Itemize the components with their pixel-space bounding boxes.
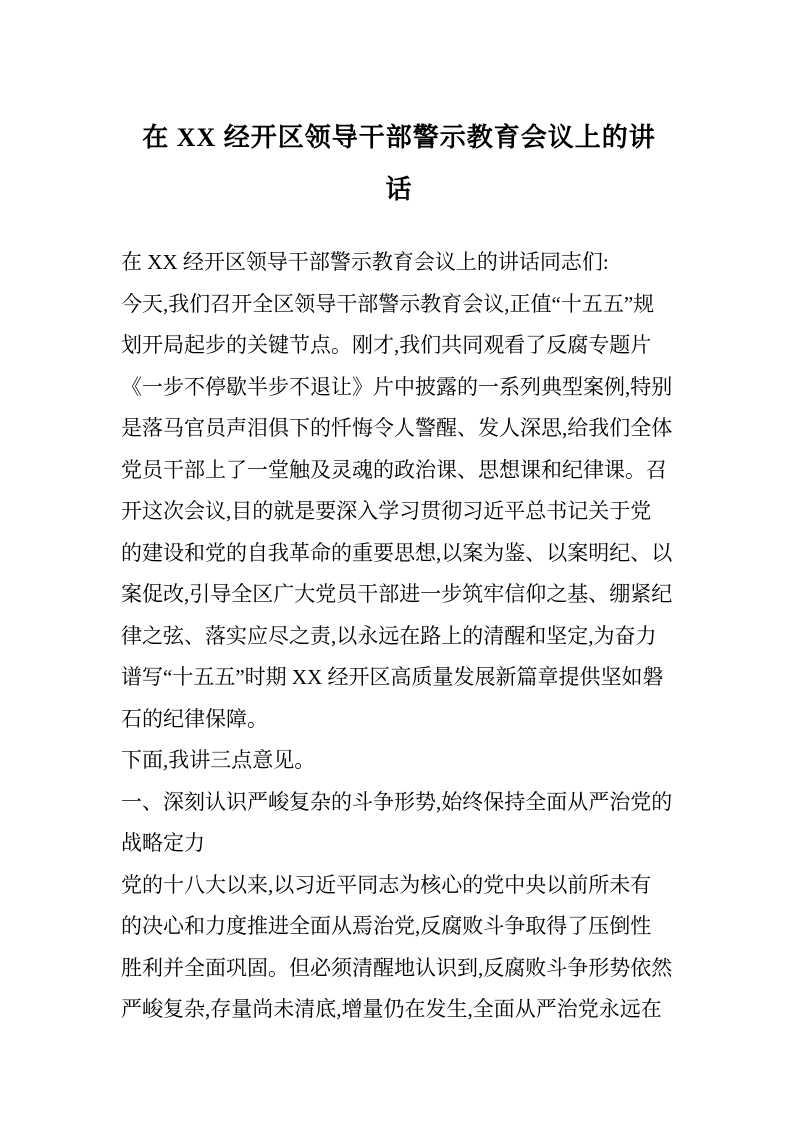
body-line: 战略定力 bbox=[121, 831, 205, 855]
body-line: 一、深刻认识严峻复杂的斗争形势,始终保持全面从严治党的 bbox=[121, 789, 673, 814]
body-line: 的建设和党的自我革命的重要思想,以案为鉴、以案明纪、以 bbox=[121, 540, 673, 565]
body-line: 党员干部上了一堂触及灵魂的政治课、思想课和纪律课。召 bbox=[121, 457, 667, 482]
body-line: 划开局起步的关键节点。刚才,我们共同观看了反腐专题片 bbox=[121, 333, 652, 357]
body-line: 是落马官员声泪俱下的忏悔令人警醒、发人深思,给我们全体 bbox=[121, 416, 673, 440]
body-line: 石的纪律保障。 bbox=[121, 706, 268, 731]
body-line: 《一步不停歇半步不退让》片中披露的一系列典型案例,特别 bbox=[121, 374, 673, 399]
body-line: 下面,我讲三点意见。 bbox=[121, 748, 316, 772]
body-line: 党的十八大以来,以习近平同志为核心的党中央以前所未有 bbox=[121, 872, 652, 897]
body-line: 胜利并全面巩固。但必须清醒地认识到,反腐败斗争形势依然 bbox=[121, 955, 673, 980]
title-line: 在 XX 经开区领导干部警示教育会议上的讲 bbox=[142, 123, 656, 152]
body-line: 案促改,引导全区广大党员干部进一步筑牢信仰之基、绷紧纪 bbox=[121, 582, 673, 606]
body-line: 严峻复杂,存量尚未清底,增量仍在发生,全面从严治党永远在 bbox=[121, 997, 662, 1021]
document-title bbox=[121, 112, 677, 216]
body-line: 的决心和力度推进全面从焉治党,反腐败斗争取得了压倒性 bbox=[121, 914, 652, 938]
body-line: 今天,我们召开全区领导干部警示教育会议,正值“十五五”规 bbox=[121, 291, 655, 316]
document-body bbox=[121, 242, 677, 1031]
body-line: 在 XX 经开区领导干部警示教育会议上的讲话同志们: bbox=[121, 250, 609, 274]
document-content bbox=[121, 112, 677, 1031]
body-line: 开这次会议,目的就是要深入学习贯彻习近平总书记关于党 bbox=[121, 499, 652, 523]
body-line: 律之弦、落实应尽之责,以永远在路上的清醒和坚定,为奋力 bbox=[121, 623, 657, 648]
title-line: 话 bbox=[385, 175, 413, 204]
body-line: 谱写“十五五”时期 XX 经开区高质量发展新篇章提供坚如磐 bbox=[121, 665, 664, 689]
